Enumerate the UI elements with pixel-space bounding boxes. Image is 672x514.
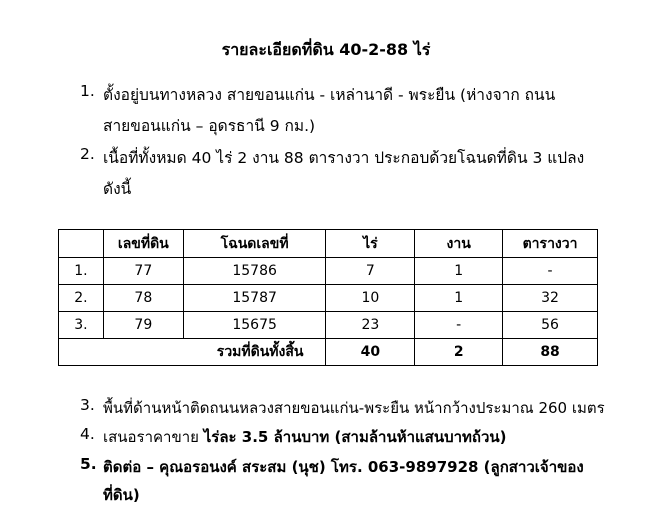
item-text-line: ตั้งอยู่บนทางหลวง สายขอนแก่น - เหล่านาดี - พระยืน (ห่างจาก ถนน xyxy=(103,86,556,104)
table-total-row xyxy=(59,339,598,366)
item-number: 2. xyxy=(80,145,95,163)
land-table xyxy=(58,229,598,366)
total-label: รวมที่ดินทั้งสิ้น xyxy=(59,339,326,366)
contact-line: ติดต่อ – คุณอรอนงค์ สระสม (นุช) โทร. 063-9897928 (ลูกสาวเจ้าของ xyxy=(103,458,584,476)
document-title: รายละเอียดที่ดิน 40-2-88 ไร่ xyxy=(221,40,431,59)
table-row xyxy=(59,312,598,339)
table-cell: - xyxy=(503,258,598,285)
table-cell: 2. xyxy=(59,285,104,312)
table-header-cell: โฉนดเลขที่ xyxy=(183,230,326,258)
total-wa: 88 xyxy=(503,339,598,366)
table-cell: 15675 xyxy=(183,312,326,339)
table-header-row xyxy=(59,230,598,258)
item-text-line: ดังนี้ xyxy=(103,180,132,198)
table-cell: 56 xyxy=(503,312,598,339)
item-number: 4. xyxy=(80,425,95,443)
item-text-line xyxy=(103,425,507,449)
table-header-cell: ตารางวา xyxy=(503,230,598,258)
item-text-line: สายขอนแก่น – อุดรธานี 9 กม.) xyxy=(103,117,316,135)
table-cell: 1. xyxy=(59,258,104,285)
total-ngan: 2 xyxy=(415,339,503,366)
table-header-cell: งาน xyxy=(415,230,503,258)
table-cell: 3. xyxy=(59,312,104,339)
table-header-cell: เลขที่ดิน xyxy=(103,230,183,258)
item-number: 3. xyxy=(80,396,95,414)
total-rai: 40 xyxy=(326,339,415,366)
table-cell: 77 xyxy=(103,258,183,285)
table-cell: 32 xyxy=(503,285,598,312)
contact-line: ที่ดิน) xyxy=(103,486,140,504)
item-text-line: เนื้อที่ทั้งหมด 40 ไร่ 2 งาน 88 ตารางวา ประกอบด้วยโฉนดที่ดิน 3 แปลง xyxy=(103,149,585,167)
price-label: เสนอราคาขาย xyxy=(103,428,204,446)
table-cell: 79 xyxy=(103,312,183,339)
table-cell: 1 xyxy=(415,285,503,312)
table-cell: 78 xyxy=(103,285,183,312)
table-cell: 7 xyxy=(326,258,415,285)
table-row xyxy=(59,285,598,312)
table-header-cell: ไร่ xyxy=(326,230,415,258)
table-header-cell xyxy=(59,230,104,258)
table-cell: 15786 xyxy=(183,258,326,285)
table-cell: 15787 xyxy=(183,285,326,312)
item-number: 1. xyxy=(80,82,95,100)
table-cell: - xyxy=(415,312,503,339)
table-row xyxy=(59,258,598,285)
table-cell: 1 xyxy=(415,258,503,285)
item-text-line: พื้นที่ด้านหน้าติดถนนหลวงสายขอนแก่น-พระยืน หน้ากว้างประมาณ 260 เมตร xyxy=(103,399,605,417)
table-cell: 10 xyxy=(326,285,415,312)
table-cell: 23 xyxy=(326,312,415,339)
price-value: ไร่ละ 3.5 ล้านบาท (สามล้านห้าแสนบาทถ้วน) xyxy=(203,428,507,446)
item-number: 5. xyxy=(80,455,97,473)
